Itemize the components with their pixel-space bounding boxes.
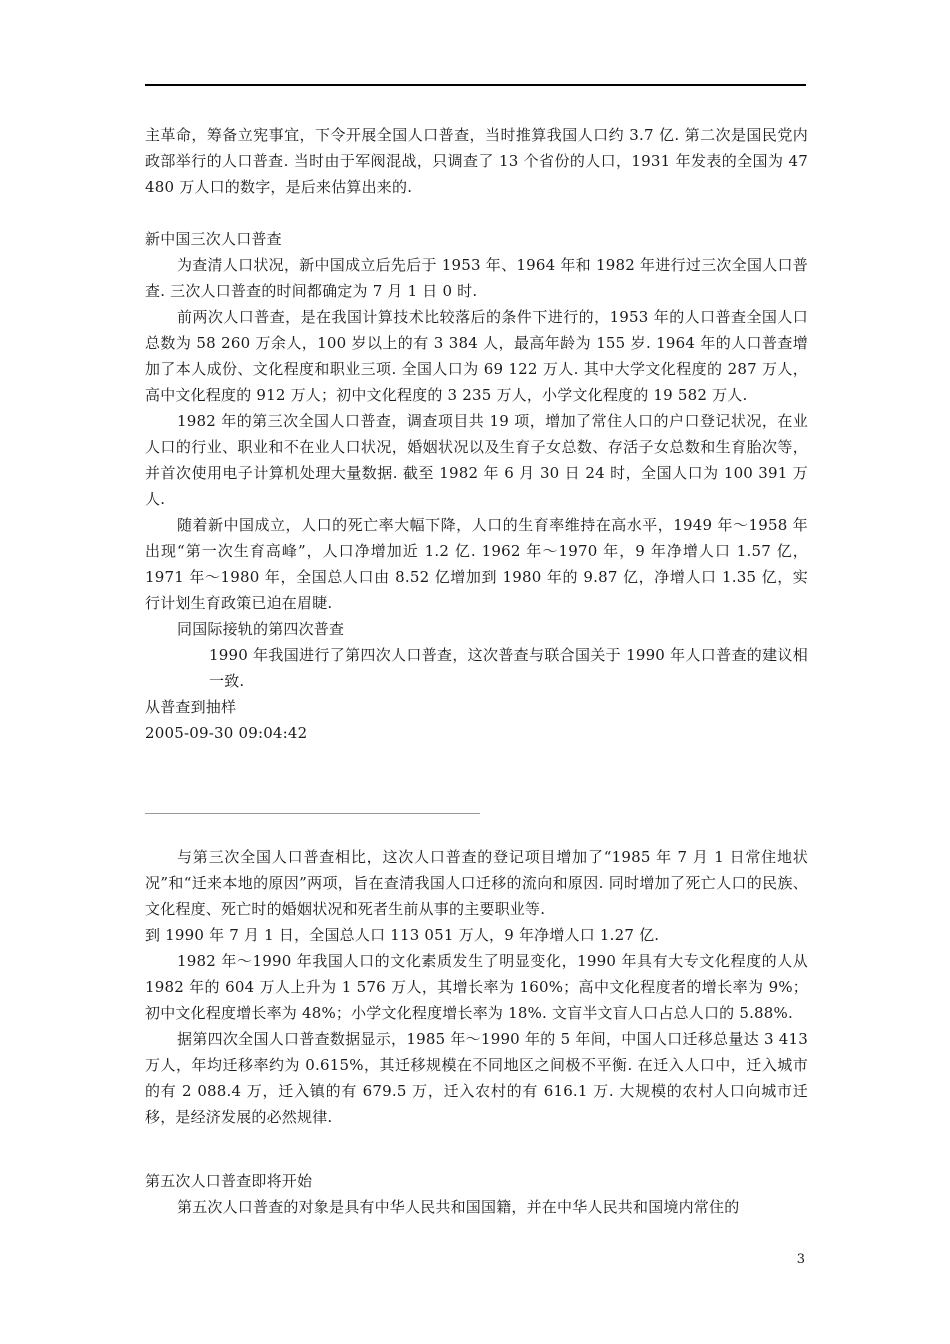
section-fifth-census [145, 1168, 808, 1220]
section-heading: 新中国三次人口普查 [145, 230, 282, 248]
paragraph: 据第四次全国人口普查数据显示，1985 年～1990 年的 5 年间，中国人口迁移总量达 3 413 万人，年均迁移率约为 0.615%，其迁移规模在不同地区之间极不平衡. 在迁入人口中，迁入城市的有 2 088.4 万，迁入镇的有 679.5 万，迁入农村的有 616.1 万. 大规模的农村人口向城市迁移，是经济发展的必然规律. [145, 1030, 808, 1126]
section-fourth-census [145, 844, 808, 1130]
paragraph: 为查清人口状况，新中国成立后先后于 1953 年、1964 年和 1982 年进行过三次全国人口普查. 三次人口普查的时间都确定为 7 月 1 日 0 时. [145, 256, 808, 300]
section-intro [145, 122, 808, 200]
header-rule [145, 84, 806, 86]
paragraph: 第五次人口普查的对象是具有中华人民共和国国籍，并在中华人民共和国境内常住的 [177, 1198, 740, 1216]
paragraph: 1982 年的第三次全国人口普查，调查项目共 19 项，增加了常住人口的户口登记状况，在业人口的行业、职业和不在业人口状况，婚姻状况以及生育子女总数、存活子女总数和生育胎次等，并首次使用电子计算机处理大量数据. 截至 1982 年 6 月 30 日 24 时，全国人口为 100 391 万人. [145, 412, 808, 508]
separator-rule [145, 813, 480, 814]
page-number: 3 [796, 1252, 805, 1267]
paragraph: 1982 年～1990 年我国人口的文化素质发生了明显变化，1990 年具有大专文化程度的人从 1982 年的 604 万人上升为 1 576 万人，其增长率为 160%；高中文化程度者的增长率为 9%；初中文化程度增长率为 48%；小学文化程度增长率为 18%. 文盲半文盲人口占总人口的 5.88%. [145, 952, 808, 1022]
intro-paragraph: 主革命，筹备立宪事宜，下令开展全国人口普查，当时推算我国人口约 3.7 亿. 第二次是国民党内政部举行的人口普查. 当时由于军阀混战，只调查了 13 个省份的人口，1931 年发表的全国为 47 480 万人口的数字，是后来估算出来的. [145, 126, 808, 196]
paragraph: 1990 年我国进行了第四次人口普查，这次普查与联合国关于 1990 年人口普查的建议相一致. [209, 646, 808, 690]
section-heading: 第五次人口普查即将开始 [145, 1172, 313, 1190]
paragraph: 随着新中国成立，人口的死亡率大幅下降，人口的生育率维持在高水平，1949 年～1958 年出现“第一次生育高峰”，人口净增加近 1.2 亿. 1962 年～1970 年，9 年净增人口 1.57 亿，1971 年～1980 年，全国总人口由 8.52 亿增加到 1980 年的 9.87 亿，净增人口 1.35 亿，实行计划生育政策已迫在眉睫. [145, 516, 808, 612]
section-heading: 从普查到抽样 [145, 698, 237, 716]
section-heading: 同国际接轨的第四次普查 [177, 620, 345, 638]
section-new-china-census [145, 226, 808, 746]
datetime-stamp: 2005-09-30 09:04:42 [145, 724, 308, 742]
paragraph: 前两次人口普查，是在我国计算技术比较落后的条件下进行的，1953 年的人口普查全国人口总数为 58 260 万余人，100 岁以上的有 3 384 人，最高年龄为 155 岁. 1964 年的人口普查增加了本人成份、文化程度和职业三项. 全国人口为 69 122 万人. 其中大学文化程度的 287 万人，高中文化程度的 912 万人；初中文化程度的 3 235 万人，小学文化程度的 19 582 万人. [145, 308, 808, 404]
paragraph: 到 1990 年 7 月 1 日，全国总人口 113 051 万人，9 年净增人口 1.27 亿. [145, 926, 660, 944]
paragraph: 与第三次全国人口普查相比，这次人口普查的登记项目增加了“1985 年 7 月 1 日常住地状况”和“迁来本地的原因”两项，旨在查清我国人口迁移的流向和原因. 同时增加了死亡人口的民族、文化程度、死亡时的婚姻状况和死者生前从事的主要职业等. [145, 848, 808, 918]
